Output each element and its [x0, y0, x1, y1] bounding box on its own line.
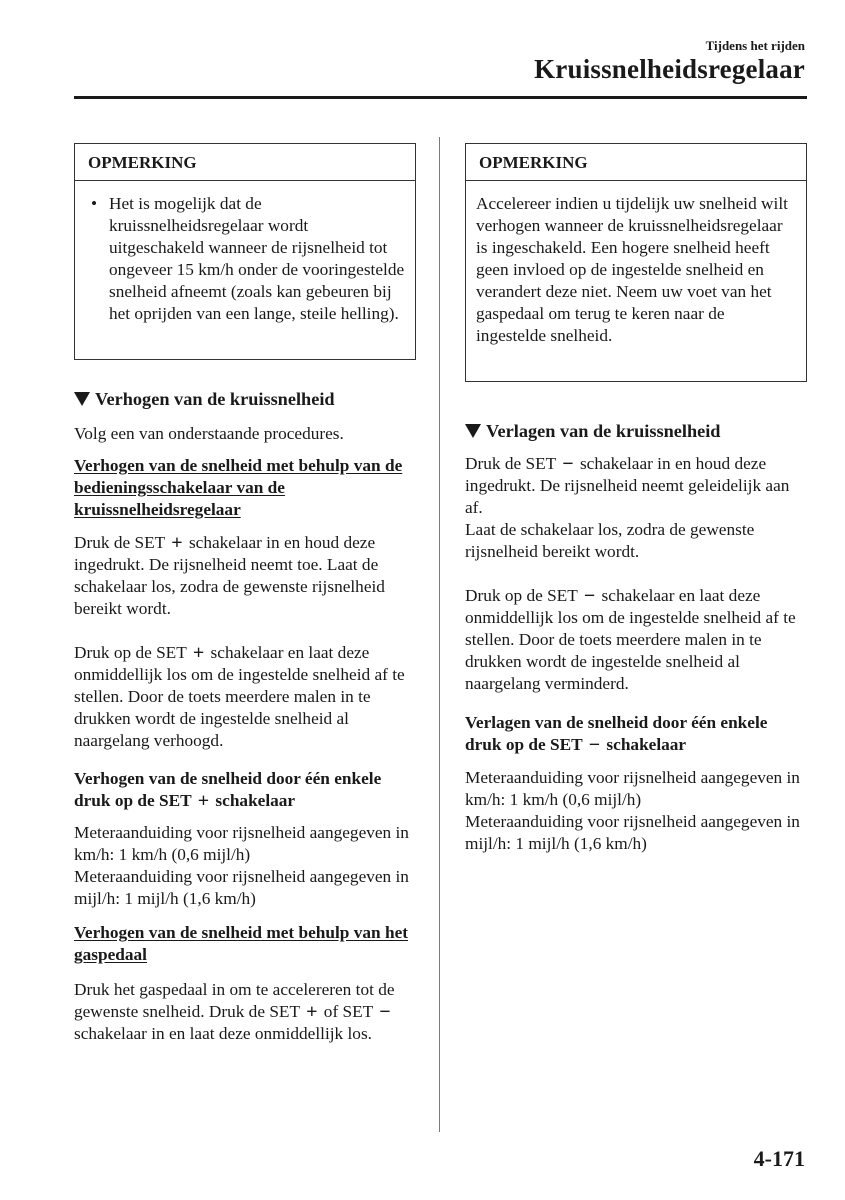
column-divider: [439, 137, 440, 1132]
note-body: [75, 181, 415, 338]
bullet-glyph: •: [91, 194, 98, 213]
text-part: schakelaar in en houd deze ingedrukt. De rijsnelheid neemt geleidelijk aan af.: [465, 454, 790, 517]
text-part: of SET: [323, 1002, 373, 1021]
text-part: schakelaar in en houd deze ingedrukt. De rijsnelheid neemt toe. Laat de schakelaar los, zodra de gewenste rijsnelheid bereikt wordt.: [74, 533, 385, 618]
text-part: schakelaar en laat deze onmiddellijk los om de ingestelde snelheid af te stellen. Door de toets meerdere malen in te drukken wordt de ingestelde snelheid al naargelang verhoogd.: [74, 643, 405, 750]
paragraph-meter-kmh: Meteraanduiding voor rijsnelheid aangegeven in km/h: 1 km/h (0,6 mijl/h): [74, 823, 409, 864]
plus-icon: +: [171, 532, 183, 554]
text-part: schakelaar en laat deze onmiddellijk los om de ingestelde snelheid af te stellen. Door de toets meerdere malen in te drukken wordt de ingestelde snelheid al naargelang verminderd.: [465, 586, 796, 693]
minus-icon: −: [588, 734, 601, 756]
triangle-down-icon: [465, 424, 481, 438]
text-part: Verhogen van de snelheid door één enkele druk op de SET: [74, 769, 382, 810]
text-part: Druk het gaspedaal in om te accelereren tot de gewenste snelheid. Druk de SET: [74, 980, 395, 1021]
running-header-title: Kruissnelheidsregelaar: [534, 54, 805, 84]
paragraph-accelerator: [74, 979, 416, 1045]
paragraph-press-set-plus: [74, 642, 416, 752]
note-box-right: [465, 143, 807, 382]
text-part: Verlagen van de snelheid door één enkele druk op de SET: [465, 713, 768, 754]
paragraph-hold-set-minus: [465, 453, 807, 519]
text-part: Druk de SET: [465, 454, 556, 473]
paragraph-meter-kmh: Meteraanduiding voor rijsnelheid aangegeven in km/h: 1 km/h (0,6 mijl/h): [465, 768, 800, 809]
triangle-down-icon: [74, 392, 90, 406]
plus-icon: +: [197, 790, 210, 812]
minus-icon: −: [379, 1001, 391, 1023]
section-heading-text: Verlagen van de kruissnelheid: [486, 421, 721, 441]
text-part: Druk de SET: [74, 533, 165, 552]
plus-icon: +: [306, 1001, 318, 1023]
section-heading-increase: [74, 388, 416, 410]
page-number: 4-171: [753, 1146, 805, 1171]
subheading-single-press-minus: [465, 712, 807, 756]
note-body: Accelereer indien u tijdelijk uw snelheid wilt verhogen wanneer de kruissnelheidsregelaar is ingeschakeld. Een hogere snelheid heeft geen invloed op de ingestelde snelheid en verandert deze niet. Neem uw voet van het gaspedaal om terug te keren naar de ingestelde snelheid.: [476, 194, 788, 345]
paragraph-release-switch: Laat de schakelaar los, zodra de gewenste rijsnelheid bereikt wordt.: [465, 520, 755, 561]
subheading-accelerator: Verhogen van de snelheid met behulp van het gaspedaal: [74, 923, 408, 964]
plus-icon: +: [192, 642, 205, 664]
intro-text: Volg een van onderstaande procedures.: [74, 424, 344, 443]
section-heading-text: Verhogen van de kruissnelheid: [95, 389, 335, 409]
text-part: schakelaar: [215, 791, 296, 810]
paragraph-hold-set-plus: [74, 532, 416, 620]
note-heading: OPMERKING: [75, 144, 415, 181]
note-list-item: [85, 193, 407, 325]
paragraph-press-set-minus: [465, 585, 807, 695]
minus-icon: −: [583, 585, 596, 607]
paragraph-meter-mph: Meteraanduiding voor rijsnelheid aangegeven in mijl/h: 1 mijl/h (1,6 km/h): [74, 867, 409, 908]
note-item-text: Het is mogelijk dat de kruissnelheidsregelaar wordt uitgeschakeld wanneer de rijsnelheid tot ongeveer 15 km/h onder de vooringestelde snelheid afneemt (zoals kan gebeuren bij het oprijden van een lange, steile helling).: [109, 194, 405, 323]
section-heading-decrease: [465, 420, 807, 442]
right-column: [465, 143, 807, 855]
text-part: Druk op de SET: [74, 643, 187, 662]
subheading-single-press-plus: [74, 768, 416, 812]
text-part: schakelaar: [606, 735, 687, 754]
subheading-control-switch: Verhogen van de snelheid met behulp van de bedieningsschakelaar van de kruissnelheidsregelaar: [74, 456, 403, 519]
header-rule: [74, 96, 807, 99]
paragraph-meter-mph: Meteraanduiding voor rijsnelheid aangegeven in mijl/h: 1 mijl/h (1,6 km/h): [465, 812, 800, 853]
text-part: Druk op de SET: [465, 586, 578, 605]
note-heading: OPMERKING: [466, 144, 806, 181]
left-column: [74, 143, 416, 1045]
running-header-section: Tijdens het rijden: [705, 38, 805, 53]
note-box-left: [74, 143, 416, 360]
text-part: schakelaar in en laat deze onmiddellijk los.: [74, 1024, 372, 1043]
minus-icon: −: [562, 453, 574, 475]
